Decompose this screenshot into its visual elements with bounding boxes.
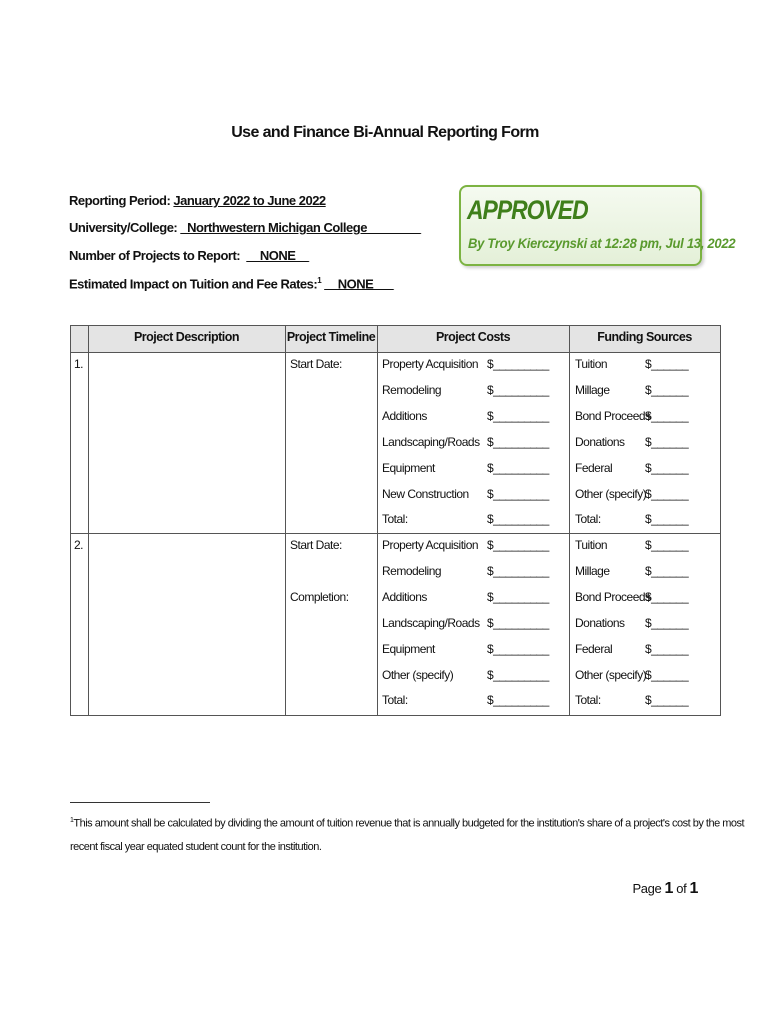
column-header: Funding Sources (597, 330, 692, 344)
reporting-period (69, 193, 326, 208)
table-column-rule (285, 325, 286, 716)
funding-label: Bond Proceeds (575, 408, 651, 423)
cost-label: Landscaping/Roads (382, 615, 480, 630)
cost-label: Equipment (382, 460, 435, 475)
funding-label: Donations (575, 615, 625, 630)
cost-label: Additions (382, 589, 427, 604)
cost-label: Landscaping/Roads (382, 434, 480, 449)
project-number: 2. (74, 538, 84, 552)
cost-amount-blank: $_________ (487, 434, 549, 449)
column-header: Project Description (133, 330, 240, 344)
funding-amount-blank: $______ (645, 641, 689, 656)
cost-amount-blank: $_________ (487, 693, 549, 708)
cost-label: Total: (382, 512, 408, 527)
cost-amount-blank: $_________ (487, 615, 549, 630)
cost-label: Remodeling (382, 563, 442, 578)
page-of: of (676, 881, 687, 896)
cost-amount-blank: $_________ (487, 460, 549, 475)
funding-label: Donations (575, 434, 625, 449)
funding-amount-blank: $______ (645, 615, 689, 630)
project-number: 1. (74, 357, 84, 371)
footnote-line-1 (70, 817, 744, 830)
impact-value: __NONE___ (324, 276, 394, 292)
funding-label: Total: (575, 693, 601, 708)
projects-label: Number of Projects to Report: (69, 248, 241, 263)
cost-amount-blank: $_________ (487, 357, 549, 371)
approved-stamp-byline: By Troy Kierczynski at 12:28 pm, Jul 13, 2022 (468, 235, 736, 251)
funding-amount-blank: $______ (645, 667, 689, 682)
cost-amount-blank: $_________ (487, 641, 549, 656)
table-column-rule (70, 325, 71, 716)
footnote-marker: 1 (70, 817, 74, 824)
funding-amount-blank: $______ (645, 589, 689, 604)
funding-label: Tuition (575, 538, 608, 552)
funding-label: Bond Proceeds (575, 589, 651, 604)
form-title: Use and Finance Bi-Annual Reporting Form (231, 124, 539, 141)
university-value: _Northwestern Michigan College________ (180, 220, 421, 235)
projects-value: __NONE__ (246, 248, 309, 263)
cost-amount-blank: $_________ (487, 589, 549, 604)
footnote-separator (70, 802, 210, 803)
funding-amount-blank: $______ (645, 486, 689, 501)
cost-amount-blank: $_________ (487, 512, 549, 527)
university-college (69, 220, 421, 235)
cost-label: New Construction (382, 486, 469, 501)
table-rule (70, 715, 721, 716)
funding-label: Tuition (575, 357, 608, 371)
funding-label: Millage (575, 563, 610, 578)
column-header: Project Timeline (286, 330, 376, 344)
page-prefix: Page (632, 881, 662, 896)
page-current: 1 (664, 880, 674, 897)
table-rule (70, 325, 721, 326)
page-number (633, 880, 698, 898)
number-of-projects (69, 248, 309, 263)
funding-amount-blank: $______ (645, 693, 689, 708)
funding-amount-blank: $______ (645, 460, 689, 475)
timeline-label: Start Date: (290, 357, 342, 371)
table-rule (70, 352, 721, 353)
funding-amount-blank: $______ (645, 434, 689, 449)
funding-amount-blank: $______ (645, 382, 689, 397)
page-total: 1 (689, 880, 698, 897)
column-header: Project Costs (435, 330, 511, 344)
university-label: University/College: (69, 220, 178, 235)
funding-label: Total: (575, 512, 601, 527)
cost-label: Property Acquisition (382, 357, 479, 371)
funding-amount-blank: $______ (645, 563, 689, 578)
funding-amount-blank: $______ (645, 408, 689, 423)
cost-label: Remodeling (382, 382, 442, 397)
table-rule (70, 533, 721, 534)
cost-amount-blank: $_________ (487, 667, 549, 682)
reporting-period-value: January 2022 to June 2022 (173, 193, 326, 208)
cost-label: Equipment (382, 641, 435, 656)
cost-label: Property Acquisition (382, 538, 479, 552)
cost-amount-blank: $_________ (487, 408, 549, 423)
footnote-line-2: recent fiscal year equated student count for the institution. (70, 841, 322, 853)
cost-amount-blank: $_________ (487, 538, 549, 552)
approved-stamp (459, 185, 736, 266)
cost-label: Additions (382, 408, 427, 423)
cost-label: Other (specify) (382, 667, 454, 682)
table-column-rule (569, 325, 570, 716)
funding-amount-blank: $______ (645, 512, 689, 527)
table-column-rule (88, 325, 89, 716)
cost-amount-blank: $_________ (487, 486, 549, 501)
estimated-impact (69, 276, 393, 291)
funding-label: Millage (575, 382, 610, 397)
funding-amount-blank: $______ (645, 357, 689, 371)
funding-label: Federal (575, 641, 613, 656)
cost-label: Total: (382, 693, 408, 708)
reporting-period-label: Reporting Period: (69, 193, 171, 208)
impact-footnote-ref: 1 (317, 276, 322, 285)
cost-amount-blank: $_________ (487, 382, 549, 397)
table-column-rule (720, 325, 721, 716)
footnote-text-1: This amount shall be calculated by dividing the amount of tuition revenue that is annually budgeted for the institution's share of a project's cost by the most (73, 817, 745, 830)
funding-label: Other (specify) (575, 486, 647, 501)
timeline-label: Start Date: (290, 538, 342, 552)
funding-amount-blank: $______ (645, 538, 689, 552)
funding-label: Other (specify) (575, 667, 647, 682)
approved-stamp-title: APPROVED (467, 195, 588, 225)
funding-label: Federal (575, 460, 613, 475)
impact-label: Estimated Impact on Tuition and Fee Rates: (69, 276, 318, 292)
table-column-rule (377, 325, 378, 716)
timeline-label: Completion: (290, 590, 349, 604)
cost-amount-blank: $_________ (487, 563, 549, 578)
